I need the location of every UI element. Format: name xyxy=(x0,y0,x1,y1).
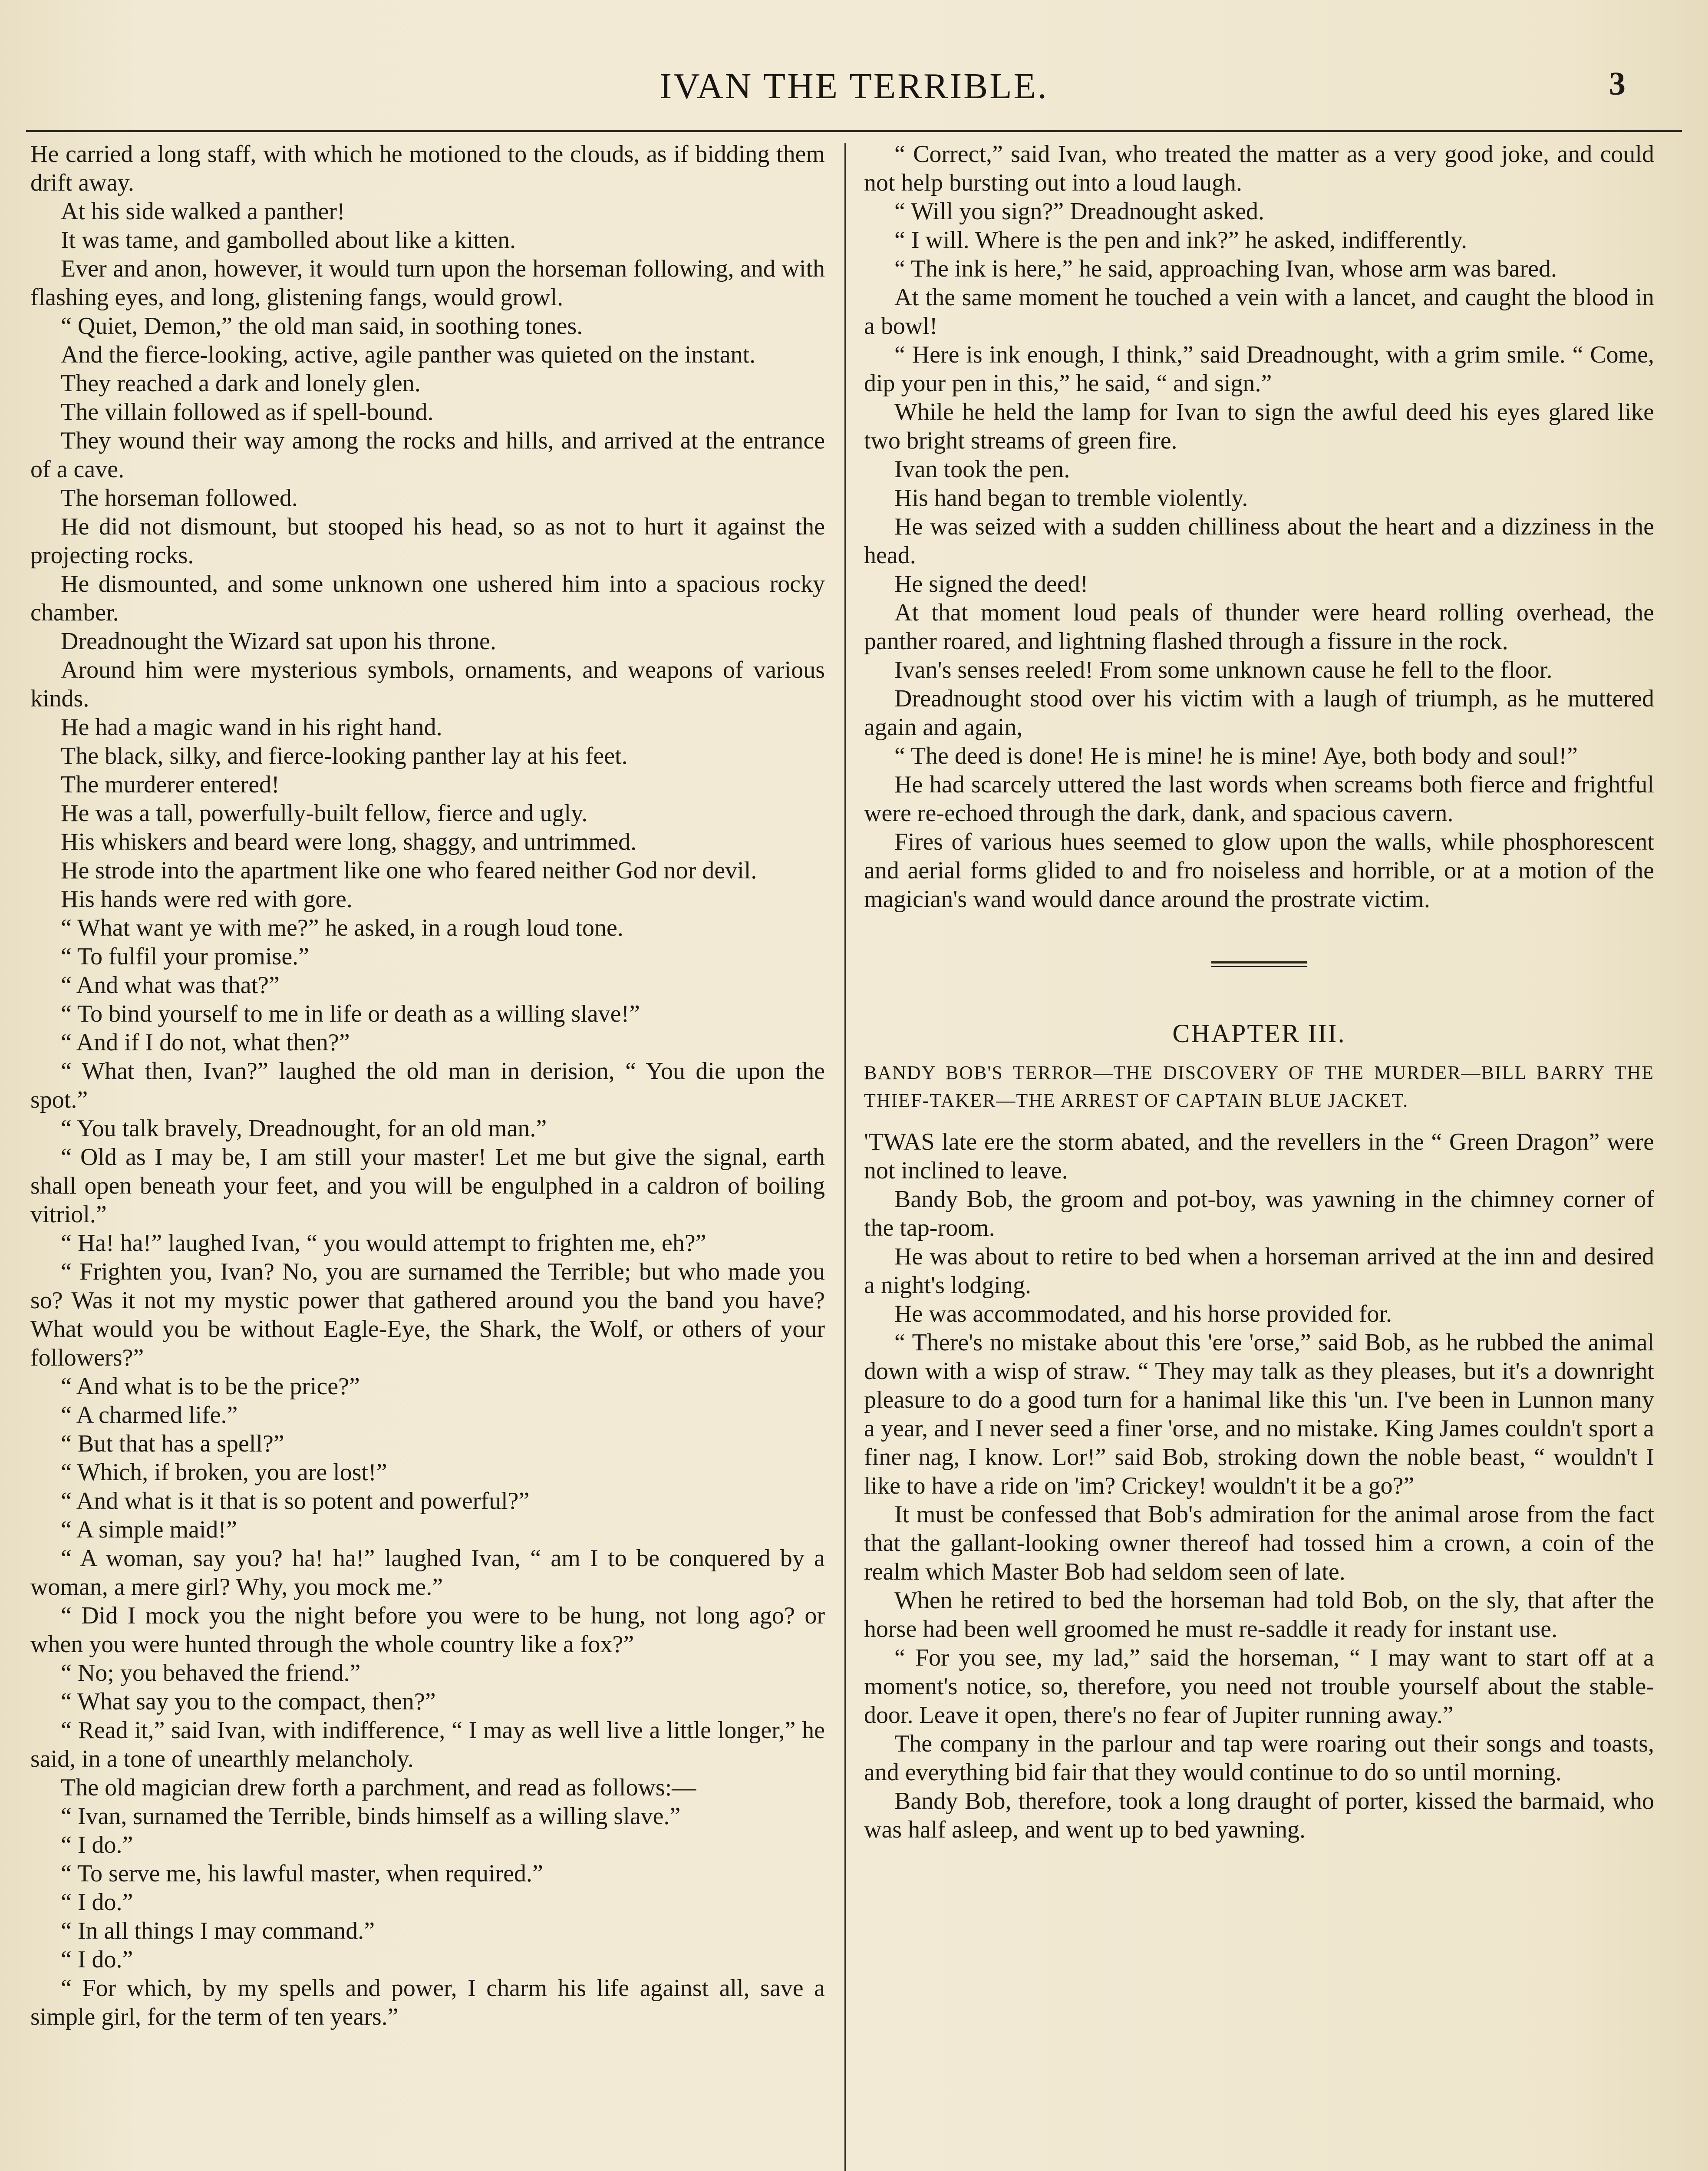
page-header xyxy=(0,65,1708,113)
paragraph: “ Read it,” said Ivan, with indifference, “ I may as well live a little longer,” he said, in a tone of unearthly melancholy. xyxy=(30,1717,825,1772)
paragraph: “ To serve me, his lawful master, when required.” xyxy=(61,1860,543,1887)
paragraph: “ Ha! ha!” laughed Ivan, “ you would attempt to frighten me, eh?” xyxy=(61,1230,706,1257)
paragraph: “ And what is to be the price?” xyxy=(61,1373,360,1400)
paragraph: “ I will. Where is the pen and ink?” he asked, indifferently. xyxy=(894,227,1467,254)
paragraph: His hands were red with gore. xyxy=(61,886,353,913)
paragraph: And the fierce-looking, active, agile panther was quieted on the instant. xyxy=(61,341,756,368)
paragraph: “ And what is it that is so potent and powerful?” xyxy=(61,1488,530,1514)
right-column xyxy=(864,140,1654,1844)
paragraph: When he retired to bed the horseman had told Bob, on the sly, that after the horse had been well groomed he must re-saddle it ready for instant use. xyxy=(864,1587,1654,1643)
paragraph: “ What say you to the compact, then?” xyxy=(61,1688,436,1715)
paragraph: “ Which, if broken, you are lost!” xyxy=(61,1459,387,1486)
running-title: IVAN THE TERRIBLE. xyxy=(659,66,1049,106)
paragraph: “ I do.” xyxy=(61,1889,133,1916)
paragraph: “ Frighten you, Ivan? No, you are surnamed the Terrible; but who made you so? Was it not my mystic power that gathered around you the band you have? What would you be without Eagle-Eye, the Shark, the Wolf, or others of your followers?” xyxy=(30,1258,825,1371)
paragraph: They reached a dark and lonely glen. xyxy=(61,370,421,397)
paragraph: At that moment loud peals of thunder were heard rolling overhead, the panther roared, and lightning flashed through a fissure in the rock. xyxy=(864,599,1654,655)
page-number: 3 xyxy=(1609,66,1626,102)
paragraph: He was seized with a sudden chilliness about the heart and a dizziness in the head. xyxy=(864,513,1654,569)
paragraph: “ But that has a spell?” xyxy=(61,1430,284,1457)
paragraph: He signed the deed! xyxy=(894,571,1088,597)
paragraph: Around him were mysterious symbols, ornaments, and weapons of various kinds. xyxy=(30,657,825,712)
paragraph: 'TWAS late ere the storm abated, and the revellers in the “ Green Dragon” were not inclined to leave. xyxy=(864,1128,1654,1184)
paragraph: “ What then, Ivan?” laughed the old man in derision, “ You die upon the spot.” xyxy=(30,1058,825,1113)
paragraph: It was tame, and gambolled about like a kitten. xyxy=(61,227,516,254)
paragraph: Fires of various hues seemed to glow upon the walls, while phosphorescent and aerial forms glided to and fro noiseless and horrible, or at a motion of the magician's wand would dance around the prostrate victim. xyxy=(864,828,1654,913)
paragraph: “ The deed is done! He is mine! he is mine! Aye, both body and soul!” xyxy=(894,742,1578,769)
paragraph: He carried a long staff, with which he motioned to the clouds, as if bidding them drift away. xyxy=(30,141,825,196)
paragraph: Ivan's senses reeled! From some unknown cause he fell to the floor. xyxy=(894,657,1553,683)
paragraph: “ Old as I may be, I am still your master! Let me but give the signal, earth shall open beneath your feet, and you will be engulphed in a caldron of boiling vitriol.” xyxy=(30,1144,825,1228)
paragraph: Bandy Bob, the groom and pot-boy, was yawning in the chimney corner of the tap-room. xyxy=(864,1186,1654,1241)
paragraph: He dismounted, and some unknown one ushered him into a spacious rocky chamber. xyxy=(30,571,825,626)
paragraph: He was about to retire to bed when a horseman arrived at the inn and desired a night's lodging. xyxy=(864,1243,1654,1299)
paragraph: Ever and anon, however, it would turn upon the horseman following, and with flashing eyes, and long, glistening fangs, would growl. xyxy=(30,255,825,311)
paragraph: “ To bind yourself to me in life or death as a willing slave!” xyxy=(61,1000,640,1027)
paragraph: “ You talk bravely, Dreadnought, for an old man.” xyxy=(61,1115,547,1142)
paragraph: Ivan took the pen. xyxy=(894,456,1070,483)
paragraph: His whiskers and beard were long, shaggy, and untrimmed. xyxy=(61,828,637,855)
paragraph: He had scarcely uttered the last words when screams both fierce and frightful were re-echoed through the dark, dank, and spacious cavern. xyxy=(864,771,1654,827)
paragraph: “ No; you behaved the friend.” xyxy=(61,1660,361,1686)
paragraph: He was accommodated, and his horse provided for. xyxy=(894,1300,1392,1327)
paragraph: “ I do.” xyxy=(61,1831,133,1858)
paragraph: It must be confessed that Bob's admiration for the animal arose from the fact that the gallant-looking owner thereof had tossed him a crown, a coin of the realm which Master Bob had seldom seen of late. xyxy=(864,1501,1654,1585)
paragraph: At the same moment he touched a vein with a lancet, and caught the blood in a bowl! xyxy=(864,284,1654,340)
paragraph: His hand began to tremble violently. xyxy=(894,485,1248,511)
paragraph: The horseman followed. xyxy=(61,485,298,511)
paragraph: The villain followed as if spell-bound. xyxy=(61,399,434,426)
paragraph: Dreadnought stood over his victim with a laugh of triumph, as he muttered again and again, xyxy=(864,685,1654,741)
paragraph: “ There's no mistake about this 'ere 'orse,” said Bob, as he rubbed the animal down with a wisp of straw. “ They may talk as they pleases, but it's a downright pleasure to do a good turn for a hanimal like this 'un. I've been in Lunnon many a year, and I never seed a finer 'orse, and no mistake. King James couldn't sport a finer nag, I know. Lor!” said Bob, stroking down the noble beast, “ wouldn't I like to have a ride on 'im? Crickey! wouldn't it be a go?” xyxy=(864,1329,1654,1499)
section-ornament xyxy=(1211,961,1307,967)
paragraph: “ What want ye with me?” he asked, in a rough loud tone. xyxy=(61,914,623,941)
paragraph: “ To fulfil your promise.” xyxy=(61,943,310,970)
paragraph: “ Did I mock you the night before you were to be hung, not long ago? or when you were hunted through the whole country like a fox?” xyxy=(30,1602,825,1658)
paragraph: “ Correct,” said Ivan, who treated the matter as a very good joke, and could not help bursting out into a loud laugh. xyxy=(864,141,1654,196)
paragraph: They wound their way among the rocks and hills, and arrived at the entrance of a cave. xyxy=(30,427,825,483)
paragraph: Dreadnought the Wizard sat upon his throne. xyxy=(61,628,496,655)
paragraph: “ The ink is here,” he said, approaching Ivan, whose arm was bared. xyxy=(894,255,1557,282)
paragraph: “ Here is ink enough, I think,” said Dreadnought, with a grim smile. “ Come, dip your pen in this,” he said, “ and sign.” xyxy=(864,341,1654,397)
paragraph: The company in the parlour and tap were roaring out their songs and toasts, and everything bid fair that they would continue to do so until morning. xyxy=(864,1730,1654,1786)
paragraph: He was a tall, powerfully-built fellow, fierce and ugly. xyxy=(61,800,588,827)
left-column xyxy=(30,140,825,2031)
paragraph: “ Ivan, surnamed the Terrible, binds himself as a willing slave.” xyxy=(61,1803,681,1830)
paragraph: “ A simple maid!” xyxy=(61,1516,237,1543)
paragraph: “ Will you sign?” Dreadnought asked. xyxy=(894,198,1265,225)
chapter-heading: CHAPTER III. xyxy=(1172,1019,1346,1048)
header-rule xyxy=(26,130,1682,132)
paragraph: Bandy Bob, therefore, took a long draught of porter, kissed the barmaid, who was half asleep, and went up to bed yawning. xyxy=(864,1788,1654,1843)
paragraph: “ A charmed life.” xyxy=(61,1402,238,1429)
paragraph: The murderer entered! xyxy=(61,771,280,798)
column-divider xyxy=(844,143,846,2171)
paragraph: The black, silky, and fierce-looking panther lay at his feet. xyxy=(61,742,628,769)
paragraph: “ Quiet, Demon,” the old man said, in soothing tones. xyxy=(61,313,583,340)
paragraph: “ I do.” xyxy=(61,1946,133,1973)
paragraph: He did not dismount, but stooped his head, so as not to hurt it against the projecting rocks. xyxy=(30,513,825,569)
paragraph: He strode into the apartment like one who feared neither God nor devil. xyxy=(61,857,757,884)
paragraph: The old magician drew forth a parchment, and read as follows:— xyxy=(61,1774,696,1801)
paragraph: At his side walked a panther! xyxy=(61,198,345,225)
paragraph: While he held the lamp for Ivan to sign the awful deed his eyes glared like two bright streams of green fire. xyxy=(864,399,1654,454)
paragraph: “ A woman, say you? ha! ha!” laughed Ivan, “ am I to be conquered by a woman, a mere girl? Why, you mock me.” xyxy=(30,1545,825,1600)
paragraph: “ And if I do not, what then?” xyxy=(61,1029,350,1056)
paragraph: “ For you see, my lad,” said the horseman, “ I may want to start off at a moment's notice, so, therefore, you need not trouble yourself about the stable-door. Leave it open, there's no fear of Jupiter running away.” xyxy=(864,1644,1654,1729)
paragraph: “ And what was that?” xyxy=(61,972,280,999)
paragraph: He had a magic wand in his right hand. xyxy=(61,714,442,741)
paragraph: “ For which, by my spells and power, I charm his life against all, save a simple girl, for the term of ten years.” xyxy=(30,1975,825,2030)
chapter-summary: BANDY BOB'S TERROR—THE DISCOVERY OF THE MURDER—BILL BARRY THE THIEF-TAKER—THE ARREST OF CAPTAIN BLUE JACKET. xyxy=(864,1062,1654,1111)
paragraph: “ In all things I may command.” xyxy=(61,1917,375,1944)
